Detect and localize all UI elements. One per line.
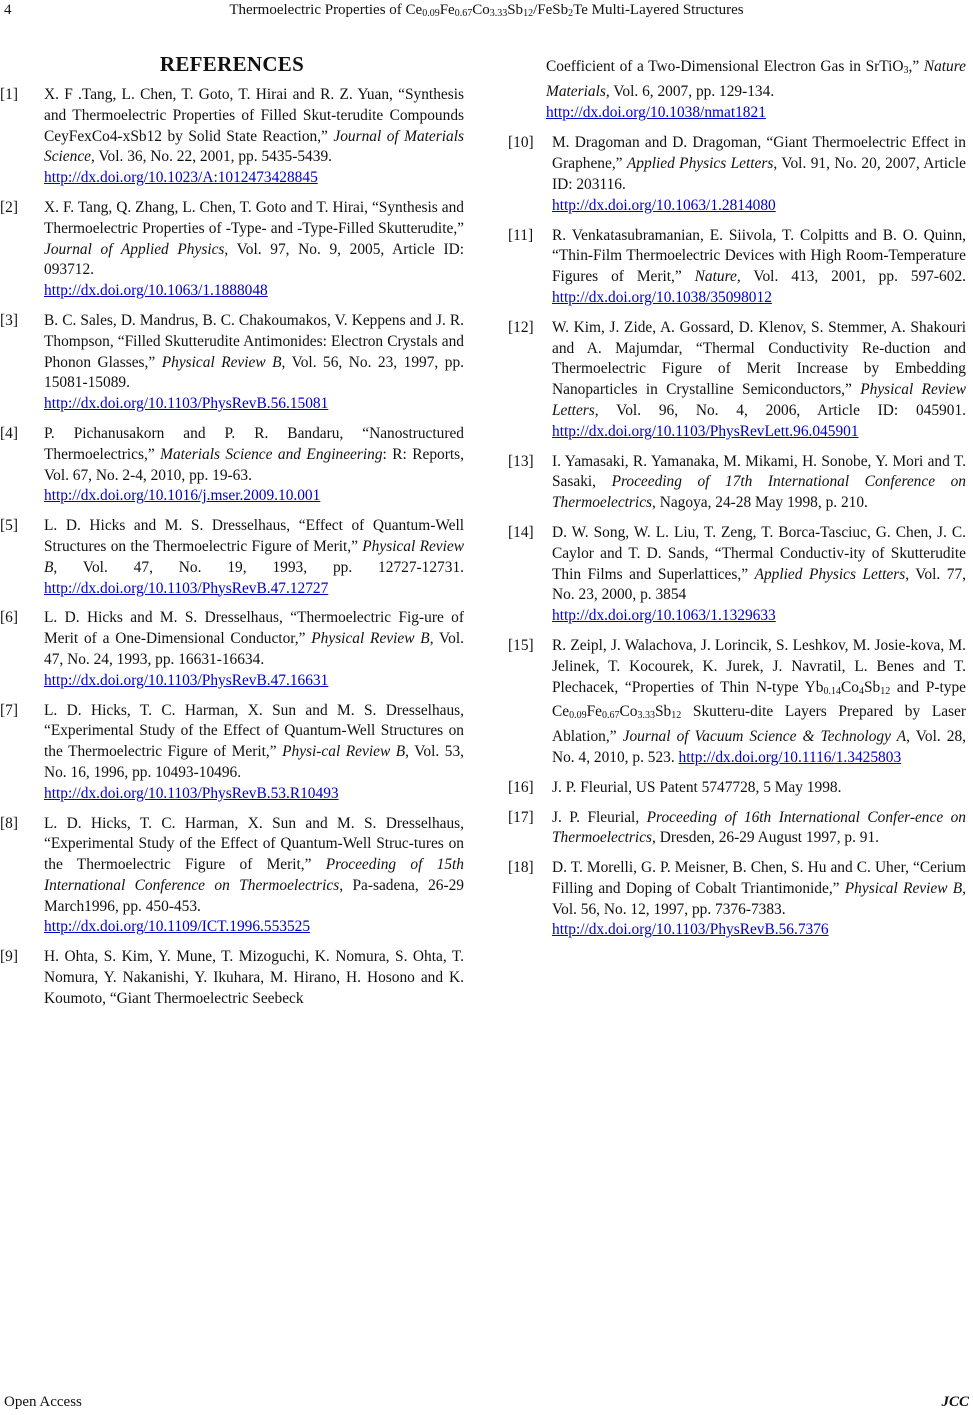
left-reference-list xyxy=(0,85,464,1010)
reference-text: L. D. Hicks and M. S. Dresselhaus, “Thermoelectric Fig-ure of Merit of a One-Dimensional Conductor,” xyxy=(44,609,464,648)
reference-text: P. Pichanusakorn and P. R. Bandaru, “Nanostructured Thermoelectrics,” xyxy=(44,424,464,463)
reference-details: , Vol. 56, No. 12, 1997, pp. 7376-7383. xyxy=(552,879,966,918)
reference-details: , Vol. 96, No. 4, 2006, Article ID: 045901. xyxy=(594,401,966,419)
reference-details: : R: Reports, Vol. 67, No. 2-4, 2010, pp. 19-63. xyxy=(44,445,464,484)
reference-item xyxy=(0,198,464,302)
reference-details: , Vol. 47, No. 24, 1993, pp. 16631-16634. xyxy=(44,630,464,668)
reference-link[interactable]: http://dx.doi.org/10.1038/nmat1821 xyxy=(546,103,766,121)
reference-number: [6] xyxy=(0,609,18,627)
reference-number: [16] xyxy=(508,778,534,796)
reference-source: Physical Review B xyxy=(44,537,465,576)
reference-number: [7] xyxy=(0,701,18,719)
reference-text: X. F. Tang, Q. Zhang, L. Chen, T. Goto and T. Hirai, “Synthesis and Thermoelectric Properties of -Type- and -Type-Filled Skutterudite,” xyxy=(44,198,464,237)
reference-text: D. W. Song, W. L. Liu, T. Zeng, T. Borca-Tasciuc, G. Chen, J. C. Caylor and T. D. Sands, “Thermal Conductiv-ity of Skutterudite Thin Films and Superlattices,” xyxy=(552,523,966,583)
reference-item xyxy=(508,778,966,799)
reference-number: [18] xyxy=(508,859,534,877)
reference-text: R. Venkatasubramanian, E. Siivola, T. Colpitts and B. O. Quinn, “Thin-Film Thermoelectric Devices with High Room-Temperature Figures of Merit,” xyxy=(552,226,966,286)
reference-number: [11] xyxy=(508,226,534,244)
reference-item xyxy=(508,858,966,941)
reference-number: [17] xyxy=(508,808,534,826)
reference-number: [2] xyxy=(0,198,18,216)
reference-link[interactable]: http://dx.doi.org/10.1103/PhysRevB.53.R10493 xyxy=(44,784,339,802)
reference-source: Proceeding of 17th International Conference on Thermoelectrics xyxy=(552,473,966,512)
reference-item xyxy=(508,226,966,309)
right-column xyxy=(508,57,966,950)
reference-link[interactable]: http://dx.doi.org/10.1063/1.1888048 xyxy=(44,282,268,300)
reference-item xyxy=(508,523,966,627)
reference-link[interactable]: http://dx.doi.org/10.1116/1.3425803 xyxy=(678,748,902,766)
reference-item xyxy=(0,85,464,189)
reference-item xyxy=(0,814,464,939)
reference-text: L. D. Hicks, T. C. Harman, X. Sun and M. S. Dresselhaus, “Experimental Study of the Effect of Quantum-Well Struc-tures on the Thermoelectric Figure of Merit,” xyxy=(44,814,464,874)
reference-link[interactable]: http://dx.doi.org/10.1103/PhysRevB.47.16631 xyxy=(44,671,329,689)
reference-link[interactable]: http://dx.doi.org/10.1103/PhysRevLett.96.045901 xyxy=(552,422,859,440)
reference-source: Nature xyxy=(694,268,737,286)
reference-details: , Vol. 47, No. 19, 1993, pp. 12727-12731. xyxy=(53,558,464,576)
reference-text: H. Ohta, S. Kim, Y. Mune, T. Mizoguchi, K. Nomura, S. Ohta, T. Nomura, Y. Nakanishi, Y. Ikuhara, M. Hirano, H. Hosono and K. Koumoto, “Giant Thermoelectric Seebeck xyxy=(44,948,464,1007)
reference-details: , Vol. 36, No. 22, 2001, pp. 5435-5439. xyxy=(91,148,332,166)
reference-number: [4] xyxy=(0,424,18,442)
reference-source: Materials Science and Engineering xyxy=(160,445,383,463)
reference-details: , Vol. 413, 2001, pp. 597-602. xyxy=(736,268,966,286)
reference-number: [14] xyxy=(508,523,534,541)
reference-details: , Vol. 77, No. 23, 2000, p. 3854 xyxy=(552,565,966,604)
journal-abbrev: JCC xyxy=(941,1394,969,1410)
reference-item xyxy=(0,608,464,691)
left-column xyxy=(0,50,464,1019)
reference-number: [5] xyxy=(0,517,18,535)
reference-number: [13] xyxy=(508,452,534,470)
reference-text: M. Dragoman and D. Dragoman, “Giant Thermoelectric Effect in Graphene,” xyxy=(552,134,966,173)
reference-number: [3] xyxy=(0,311,18,329)
reference-number: [12] xyxy=(508,318,534,336)
reference-number: [8] xyxy=(0,814,18,832)
running-title: Thermoelectric Properties of $Ce_{0.09}Fe_{0.67}Co_{3.33}Sb_{12}/FeSb_2Te$ Multi-Layered Structures xyxy=(229,2,744,19)
reference-source: Physical Review B xyxy=(311,630,430,648)
reference-details: , Vol. 56, No. 23, 1997, pp. 15081-15089. xyxy=(44,353,464,392)
reference-source: Proceeding of 16th International Confer-ence on Thermoelectrics xyxy=(552,808,966,847)
reference-details: , Dresden, 26-29 August 1997, p. 91. xyxy=(652,829,880,847)
reference-text: J. P. Fleurial, xyxy=(552,808,647,826)
right-reference-list-continued xyxy=(508,778,966,942)
reference-number: [10] xyxy=(508,134,534,152)
reference-item xyxy=(0,516,464,599)
reference-text: B. C. Sales, D. Mandrus, B. C. Chakoumakos, V. Keppens and J. R. Thompson, “Filled Skutterudite Antimonides: Electron Crystals and Phonon Glasses,” xyxy=(44,311,464,371)
reference-text: D. T. Morelli, G. P. Meisner, B. Chen, S. Hu and C. Uher, “Cerium Filling and Doping of Cobalt Triantimonide,” xyxy=(552,859,966,897)
reference-link[interactable]: http://dx.doi.org/10.1109/ICT.1996.553525 xyxy=(44,918,311,936)
reference-source: Journal of Materials Science xyxy=(44,127,464,166)
reference-text: W. Kim, J. Zide, A. Gossard, D. Klenov, S. Stemmer, A. Shakouri and A. Majumdar, “Thermal Conductivity Re-duction and Thermoelectric Figure of Merit Increase by Embedding Nanoparticles in Crystalline Semiconductors,” xyxy=(552,318,966,399)
page-header xyxy=(0,2,973,24)
reference-text: L. D. Hicks, T. C. Harman, X. Sun and M. S. Dresselhaus, “Experimental Study of the Effect of Quantum-Well Structures on the Thermoelectric Figure of Merit,” xyxy=(44,701,464,761)
reference-number: [9] xyxy=(0,948,18,966)
reference-item xyxy=(0,311,464,415)
reference-text: L. D. Hicks and M. S. Dresselhaus, “Effect of Quantum-Well Structures on the Thermoelectric Figure of Merit,” xyxy=(44,517,464,555)
reference-15: [15] R. Zeipl, J. Walachova, J. Lorincik, S. Leshkov, M. Josie-kova, M. Jelinek, T. Kocourek, K. Jurek, J. Navratil, L. Benes and T. Plechacek, “Properties of Thin N-type $Yb_{0.14}Co_4Sb_{12}$ and P-type $Ce_{0.09}Fe_{0.67}Co_{3.33}Sb_{12}$ Skutteru-dite Layers Prepared by Laser Ablation,” Journal of Vacuum Science & Technology A, Vol. 28, No. 4, 2010, p. 523. http://dx.doi.org/10.1116/1.3425803 xyxy=(508,636,967,766)
reference-text: I. Yamasaki, R. Yamanaka, M. Mikami, H. Sonobe, Y. Mori and T. Sasaki, xyxy=(552,452,966,491)
reference-text: J. P. Fleurial, US Patent 5747728, 5 May 1998. xyxy=(552,778,842,796)
reference-details: , Vol. 53, No. 16, 1996, pp. 10493-10496. xyxy=(44,743,464,781)
reference-details: , Vol. 91, No. 20, 2007, Article ID: 203116. xyxy=(552,155,966,193)
reference-source: Applied Physics Letters xyxy=(626,155,774,173)
reference-9-continuation: Coefficient of a Two-Dimensional Electron Gas in SrTiO$_3$,” Nature Materials, Vol. 6, 2007, pp. 129-134. http://dx.doi.org/10.1038/nmat1821 xyxy=(546,58,966,121)
reference-details: , Nagoya, 24-28 May 1998, p. 210. xyxy=(652,494,868,512)
reference-link[interactable]: http://dx.doi.org/10.1023/A:1012473428845 xyxy=(44,169,318,187)
reference-source: Proceeding of 15th International Conference on Thermoelectrics xyxy=(44,856,464,894)
reference-source: Physical Review B xyxy=(844,879,963,897)
reference-link[interactable]: http://dx.doi.org/10.1063/1.1329633 xyxy=(552,607,776,625)
reference-item xyxy=(508,133,966,216)
reference-item xyxy=(0,701,464,805)
reference-item xyxy=(508,452,966,514)
reference-number: [1] xyxy=(0,86,18,103)
page-number: 4 xyxy=(4,2,12,18)
reference-source: Physi-cal Review B xyxy=(282,743,406,761)
reference-link[interactable]: http://dx.doi.org/10.1063/1.2814080 xyxy=(552,196,776,214)
reference-item xyxy=(508,318,966,443)
reference-text: X. F .Tang, L. Chen, T. Goto, T. Hirai and R. Z. Yuan, “Synthesis and Thermoelectric Properties of Filled Skut-terudite Compounds CeyFexCo4-xSb12 by Solid State Reaction,” xyxy=(44,86,464,145)
reference-link[interactable]: http://dx.doi.org/10.1016/j.mser.2009.10.001 xyxy=(44,487,321,505)
reference-item xyxy=(0,424,464,507)
open-access-label: Open Access xyxy=(4,1394,82,1410)
reference-item xyxy=(0,947,464,1009)
reference-source: Journal of Applied Physics xyxy=(44,240,225,258)
reference-source: Applied Physics Letters xyxy=(754,565,906,583)
reference-link[interactable]: http://dx.doi.org/10.1038/35098012 xyxy=(552,288,772,306)
reference-details: , Vol. 97, No. 9, 2005, Article ID: 093712. xyxy=(44,240,464,279)
page-footer xyxy=(0,1394,973,1414)
right-reference-list xyxy=(508,133,966,627)
reference-details: , Pa-sadena, 26-29 March1996, pp. 450-453. xyxy=(44,876,464,915)
reference-link[interactable]: http://dx.doi.org/10.1103/PhysRevB.56.15081 xyxy=(44,395,329,413)
reference-source: Physical Review B xyxy=(161,353,282,371)
references-heading: REFERENCES xyxy=(159,52,305,76)
reference-item xyxy=(508,808,966,850)
reference-source: Physical Review Letters xyxy=(552,381,966,419)
reference-link[interactable]: http://dx.doi.org/10.1103/PhysRevB.47.12727 xyxy=(44,579,329,597)
reference-link[interactable]: http://dx.doi.org/10.1103/PhysRevB.56.7376 xyxy=(552,921,829,939)
